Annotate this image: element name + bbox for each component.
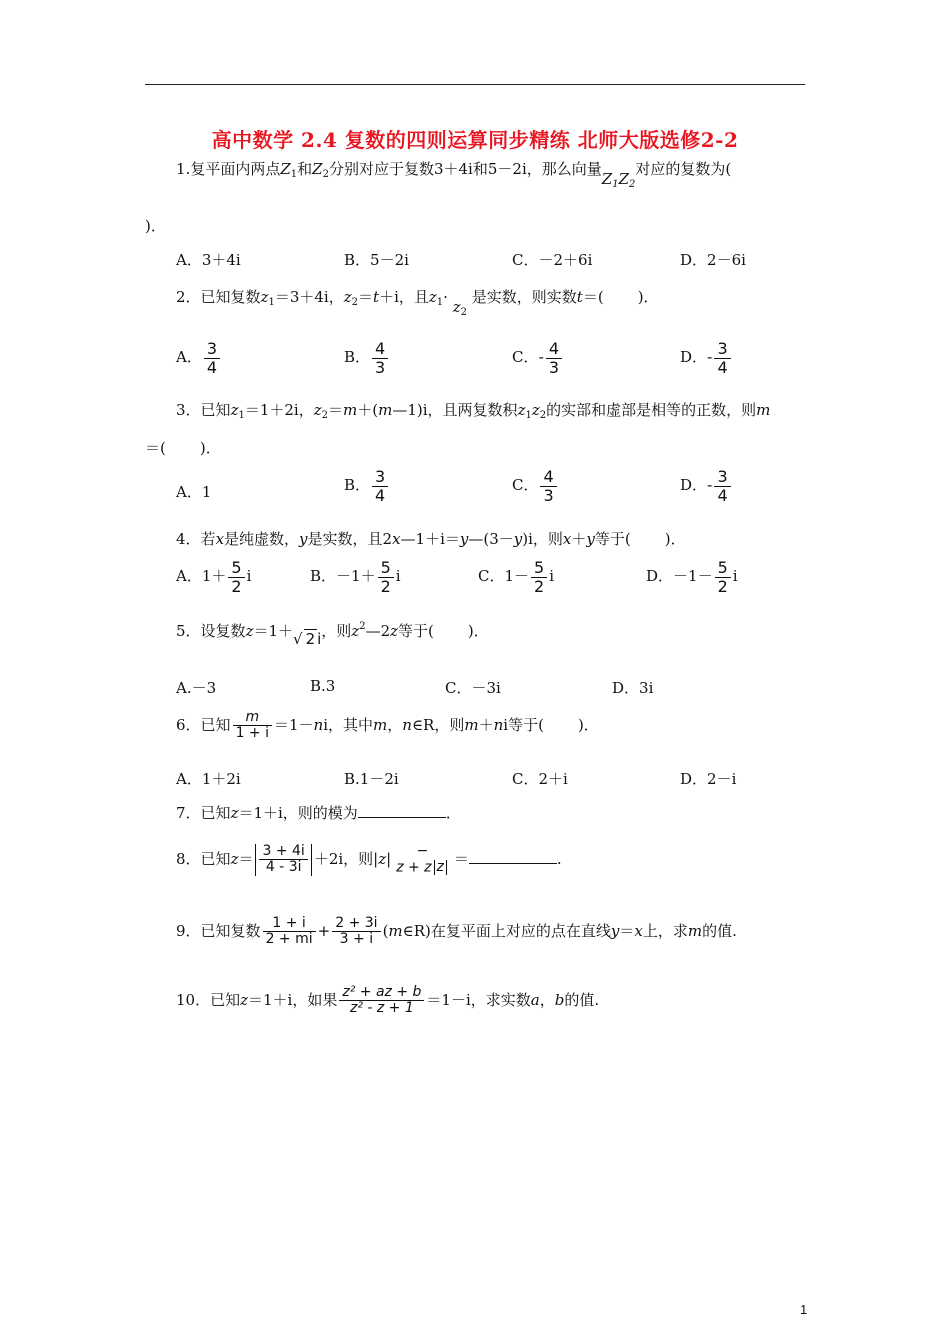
var-n: n [493, 715, 504, 734]
q2-option-a [176, 340, 222, 376]
question-text: i，其中 [323, 715, 374, 734]
denominator: 2 + mi [265, 931, 313, 948]
q6-option-d: D．2－i [680, 770, 737, 788]
question-number: 5． [176, 622, 201, 640]
var-m: m [378, 401, 393, 419]
question-text: 等于( [398, 622, 434, 640]
q6-option-a: A．1＋2i [176, 770, 241, 788]
question-text: i等于( [503, 715, 544, 734]
numerator: 3 [714, 468, 730, 487]
numerator: m [233, 710, 272, 726]
fraction [228, 559, 244, 595]
question-text: ＝1＋2i， [244, 401, 314, 419]
denominator: 4 [717, 357, 728, 377]
option-label: D． [646, 567, 674, 586]
var-y: y [299, 530, 308, 548]
question-4 [176, 528, 686, 549]
subscript: 1 [525, 410, 532, 421]
question-text: ＝3＋4i， [274, 288, 344, 306]
minus-sign: - [707, 348, 713, 367]
question-text: ＝ [358, 288, 374, 306]
question-text: —2 [365, 622, 391, 640]
question-text: ＋ [478, 715, 494, 734]
question-text: . [556, 849, 562, 868]
question-number: 4． [176, 530, 201, 548]
question-text: )． [664, 530, 686, 548]
q4-option-b [310, 559, 401, 595]
numerator: 4 [372, 340, 388, 359]
numerator: 5 [715, 559, 731, 578]
var-z: z [436, 858, 444, 875]
var-m: m [464, 715, 479, 734]
q1-option-b: B．5－2i [344, 251, 409, 269]
subscript: 2 [539, 410, 547, 421]
question-number: 9． [176, 921, 201, 940]
sqrt-radicand [304, 629, 318, 648]
question-text: ＝ [619, 921, 635, 940]
denominator: 1 + i [235, 725, 269, 742]
subscript: 2 [322, 169, 329, 180]
var-x: x [562, 530, 572, 548]
question-6 [176, 710, 599, 742]
answer-blank[interactable] [469, 849, 557, 864]
question-text: 已知 [210, 990, 241, 1009]
question-text: ＋2i，则| [313, 849, 379, 868]
subscript: 1 [238, 410, 245, 421]
var-z: z [230, 804, 239, 822]
q4-option-a [176, 559, 251, 595]
numerator: 3 + 4i [259, 844, 307, 860]
modulus-fraction [255, 844, 311, 876]
question-text: ＝1＋i，则的模为 [238, 804, 358, 822]
option-label: D． [680, 348, 708, 367]
question-text: ＝ [238, 849, 254, 868]
denominator: 2 [534, 576, 545, 596]
var-z: z [351, 622, 360, 640]
var-a: a [530, 990, 540, 1009]
fraction [531, 559, 547, 595]
q5-option-a: A.－3 [176, 679, 217, 697]
question-text: —1)i，且两复数积 [392, 401, 518, 419]
q2-option-b [344, 340, 390, 376]
plus-sign: + [317, 921, 331, 940]
numerator: − [416, 843, 429, 860]
question-text: 设复数 [200, 622, 246, 640]
fraction [233, 710, 272, 742]
question-text: ＋( [357, 401, 379, 419]
question-text: 和 [297, 160, 313, 178]
q4-option-c [478, 559, 554, 595]
var-z: z [378, 849, 387, 868]
denominator: 3 + i [339, 931, 374, 948]
numerator: 5 [531, 559, 547, 578]
var-y: y [610, 921, 620, 940]
question-text: 的值. [564, 990, 600, 1009]
question-number: 6． [176, 715, 201, 734]
var-y: y [586, 530, 595, 548]
question-8 [176, 844, 562, 876]
question-text: 的实部和虚部是相等的正数，则 [546, 401, 757, 419]
question-number: 3． [176, 401, 201, 419]
question-text: 复平面内两点 [190, 160, 281, 178]
denominator: 3 [375, 357, 386, 377]
question-text: )i，则 [522, 530, 563, 548]
question-text: 已知复数 [200, 288, 261, 306]
question-text: —1＋i＝ [400, 530, 460, 548]
numerator: 3 [204, 340, 220, 359]
var-z: z [452, 298, 461, 316]
option-label: B． [344, 476, 371, 495]
denominator: 4 [206, 357, 218, 377]
numerator: 3 [714, 340, 730, 359]
numerator: 3 [372, 468, 388, 487]
var-b: b [554, 990, 565, 1009]
point-z1: Z [280, 160, 291, 178]
question-7 [176, 802, 461, 823]
question-text: ＝1＋ [253, 622, 294, 640]
var-z: z [517, 401, 526, 419]
fraction [714, 468, 730, 504]
minus-sign: - [538, 348, 544, 367]
option-label: B． [310, 567, 337, 586]
numerator: 5 [378, 559, 394, 578]
question-text: 是实数，且2 [307, 530, 393, 548]
option-label: C． [512, 348, 539, 367]
option-text: i [246, 567, 252, 586]
var-z: z [313, 401, 322, 419]
q5-option-b: B.3 [310, 677, 336, 695]
var-m: m [343, 401, 358, 419]
question-number: 8． [176, 849, 201, 868]
question-text: ＝( [582, 288, 604, 306]
radicand: 2 [305, 630, 316, 648]
question-text: ，则 [321, 622, 352, 640]
question-text: ， [387, 715, 403, 734]
var-y: y [513, 530, 523, 548]
q1-option-d: D．2－6i [680, 251, 746, 269]
question-text: ＝ [453, 849, 469, 868]
var-z: z [245, 622, 254, 640]
vector-z1z2 [602, 170, 636, 190]
question-3 [176, 399, 770, 421]
q2-option-d [680, 340, 733, 376]
question-text: ＋i，且 [379, 288, 429, 306]
denominator: 4 - 3i [265, 859, 302, 876]
vector-letter: Z [601, 170, 613, 188]
var-x: x [634, 921, 643, 940]
fraction [204, 340, 220, 376]
q2-option-c [512, 340, 564, 376]
sqrt-expression [293, 629, 321, 648]
point-z2: Z [312, 160, 323, 178]
denominator: 3 [548, 357, 560, 377]
question-text: ∈R，则 [411, 715, 465, 734]
question-text: )． [637, 288, 659, 306]
modulus-bars [434, 860, 447, 875]
question-5 [176, 620, 489, 648]
option-label: C． [512, 476, 539, 495]
var-z: z [230, 401, 239, 419]
numerator: z² + az + b [339, 985, 424, 1001]
subscript: 2 [321, 410, 329, 421]
question-text: 是纯虚数， [224, 530, 300, 548]
q5-option-c: C．－3i [445, 679, 501, 697]
question-text: 已知复数 [200, 921, 261, 940]
var-n: n [313, 715, 324, 734]
question-text: ＝ [328, 401, 344, 419]
option-label: A． [176, 348, 202, 367]
denominator: 4 [375, 485, 386, 505]
subscript: 1 [436, 297, 444, 308]
var-t: t [576, 288, 583, 306]
question-text: )． [577, 715, 599, 734]
question-text: ＝1－i，求实数 [426, 990, 531, 1009]
denominator: 2 [231, 576, 242, 596]
fraction [546, 340, 562, 376]
var-z: z [531, 401, 540, 419]
q6-option-c: C．2＋i [512, 770, 568, 788]
subscript: 2 [629, 179, 636, 190]
question-text: 分别对应于复数3＋4i和5－2i，那么向量 [328, 160, 602, 178]
q3-option-d [680, 468, 733, 504]
page-number: 1 [800, 1302, 808, 1317]
q5-option-d: D．3i [612, 679, 654, 697]
question-text: 已知 [200, 401, 231, 419]
imag-unit: i [317, 630, 322, 648]
q1-option-a: A．3＋4i [176, 251, 241, 269]
option-text: 1＋ [201, 567, 227, 586]
denominator: z² - z + 1 [349, 1000, 414, 1017]
option-label: B． [344, 348, 371, 367]
option-text: －1＋ [336, 567, 376, 586]
fraction [393, 844, 452, 875]
fraction [339, 985, 424, 1017]
var-m: m [756, 401, 771, 419]
subscript: 1 [290, 169, 298, 180]
var-m: m [687, 921, 703, 940]
q4-option-d [646, 559, 738, 595]
question-1 [176, 158, 732, 190]
question-text: | [386, 849, 392, 868]
question-text: ． [445, 804, 461, 822]
q6-option-b: B.1－2i [344, 770, 399, 788]
var-z: z [428, 288, 437, 306]
var-m: m [373, 715, 388, 734]
numerator: 4 [546, 340, 562, 359]
denominator [393, 860, 452, 876]
question-text: ＝1－ [274, 715, 314, 734]
sqrt-icon: √ [293, 630, 303, 648]
vector-letter: Z [618, 170, 629, 188]
var-z: z [260, 288, 269, 306]
question-text: 已知 [200, 804, 231, 822]
question-number: 7． [176, 804, 201, 822]
question-text: 对应的复数为( [635, 160, 732, 178]
option-label: A． [176, 567, 202, 586]
question-text: )． [199, 439, 221, 457]
subscript: 1 [268, 297, 275, 308]
var-t: t [373, 288, 380, 306]
question-text: )． [467, 622, 489, 640]
question-text: 已知 [200, 849, 231, 868]
question-number: 10． [176, 990, 211, 1009]
q3-option-c [512, 468, 559, 504]
question-text: 已知 [200, 715, 231, 734]
question-text: ( [382, 921, 389, 940]
fraction [378, 559, 394, 595]
option-text: i [549, 567, 555, 586]
question-10 [176, 985, 599, 1017]
var-m: m [388, 921, 403, 940]
question-text: ∈R)在复平面上对应的点在直线 [402, 921, 611, 940]
fraction [715, 559, 731, 595]
var-y: y [459, 530, 469, 548]
q3-option-a: A．1 [176, 483, 212, 501]
question-3-tail [145, 437, 221, 458]
option-text: i [732, 567, 738, 586]
option-text: －1－ [673, 567, 713, 586]
page-title: 高中数学 2.4 复数的四则运算同步精练 北师大版选修2-2 [211, 128, 739, 152]
numerator: 2 + 3i [332, 916, 380, 932]
denominator: 3 [543, 485, 554, 505]
question-number: 1. [176, 160, 191, 178]
question-text: ＝1＋i，如果 [248, 990, 338, 1009]
question-text: 是实数，则实数 [471, 288, 577, 306]
question-1-tail: )． [145, 217, 166, 235]
denominator-text: z + z [396, 859, 432, 876]
var-x: x [215, 530, 225, 548]
conjugate-z2 [453, 298, 467, 318]
numerator: 5 [228, 559, 244, 578]
fraction [372, 340, 388, 376]
q1-option-c: C．－2＋6i [512, 251, 593, 269]
question-text: —(3－ [468, 530, 514, 548]
question-text: 上，求 [642, 921, 688, 940]
fraction [540, 468, 556, 504]
fraction [259, 844, 307, 876]
superscript: 2 [359, 621, 366, 632]
var-z: z [343, 288, 352, 306]
option-label: C． [478, 567, 505, 586]
answer-blank[interactable] [358, 803, 446, 818]
question-text: 若 [200, 530, 216, 548]
subscript: 2 [460, 307, 467, 318]
question-number: 2． [176, 288, 201, 306]
denominator: 4 [717, 485, 728, 505]
var-n: n [402, 715, 412, 734]
q3-option-b [344, 468, 390, 504]
var-z: z [390, 622, 399, 640]
option-label: D． [680, 476, 708, 495]
denominator: 2 [380, 576, 391, 596]
option-text: 1－ [504, 567, 530, 586]
numerator: 1 + i [263, 916, 316, 932]
fraction [332, 916, 380, 948]
fraction [263, 916, 316, 948]
question-text: ＝( [145, 439, 166, 457]
question-text: 等于( [594, 530, 631, 548]
header-rule [145, 84, 805, 85]
question-text: 的值. [702, 921, 737, 940]
question-2 [176, 286, 659, 318]
var-z: z [230, 849, 239, 868]
question-text: ， [539, 990, 555, 1009]
fraction [714, 340, 730, 376]
fraction [372, 468, 388, 504]
denominator: 2 [717, 576, 728, 596]
subscript: 1 [612, 179, 619, 190]
var-x: x [392, 530, 401, 548]
option-text: i [395, 567, 401, 586]
minus-sign: - [707, 476, 713, 495]
dot-operator: · [443, 288, 448, 306]
question-9 [176, 916, 737, 948]
question-text: ＋ [571, 530, 587, 548]
numerator: 4 [540, 468, 556, 487]
subscript: 2 [351, 297, 359, 308]
var-z: z [240, 990, 249, 1009]
